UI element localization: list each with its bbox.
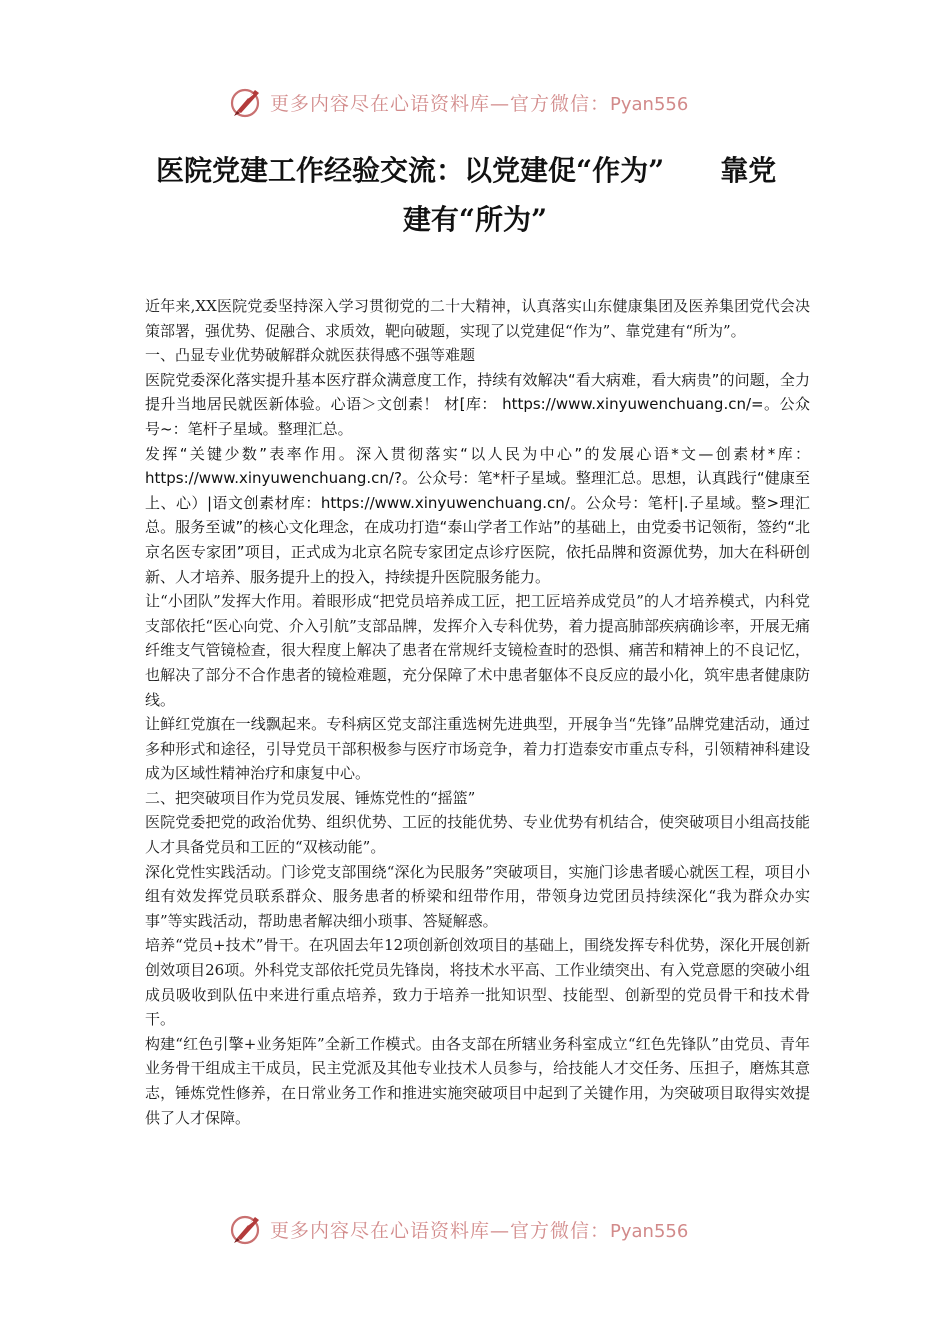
title-line-2: 建有“所为”: [402, 203, 548, 236]
banner-wechat-id: Pyan556: [610, 1220, 689, 1242]
banner-wechat-id: Pyan556: [610, 93, 689, 115]
paragraph: 构建“红色引擎+业务矩阵”全新工作模式。由各支部在所辖业务科室成立“红色先锋队”由党员、青年业务骨干组成主干成员，民主党派及其他专业技术人员参与，给技能人才交任务、压担子，磨炼其意志，锤炼党性修养，在日常业务工作和推进实施突破项目中起到了关键作用，为突破项目取得实效提供了人才保障。: [145, 1034, 810, 1127]
section-heading-2: 二、把突破项目作为党员发展、锤炼党性的“摇篮”: [145, 788, 476, 807]
banner-slogan: 更多内容尽在心语资料库—官方微信：: [270, 92, 611, 115]
header-banner: [228, 82, 728, 122]
title-line-1: 医院党建工作经验交流：以党建促“作为” 靠党: [156, 154, 777, 187]
footer-banner: [228, 1209, 728, 1249]
paragraph: 让“小团队”发挥大作用。着眼形成“把党员培养成工匠，把工匠培养成党员”的人才培养模式，内科党支部依托“医心向党、介入引航”支部品牌，发挥介入专科优势，着力提高肺部疾病确诊率，开展无痛纤维支气管镜检查，很大程度上解决了患者在常规纤支镜检查时的恐惧、痛苦和精神上的不良记忆，也解决了部分不合作患者的镜检难题，充分保障了术中患者躯体不良反应的最小化，筑牢患者健康防线。: [145, 592, 810, 709]
paragraph-intro: 近年来,XX医院党委坚持深入学习贯彻党的二十大精神，认真落实山东健康集团及医养集团党代会决策部署，强优势、促融合、求质效，靶向破题，实现了以党建促“作为”、靠党建有“所为”。: [145, 297, 810, 340]
paragraph: 深化党性实践活动。门诊党支部围绕“深化为民服务”突破项目，实施门诊患者暖心就医工程，项目小组有效发挥党员联系群众、服务患者的桥梁和纽带作用，带领身边党团员持续深化“我为群众办实事”等实践活动，帮助患者解决细小琐事、答疑解惑。: [145, 862, 810, 930]
paragraph: 医院党委深化落实提升基本医疗群众满意度工作，持续有效解决“看大病难，看大病贵”的问题，全力提升当地居民就医新体验。心语＞文创素！ 材[库： https://www.xinyuwenchuang.cn/=。公众号~：笔杆子星域。整理汇总。: [145, 370, 810, 438]
quill-pen-logo-icon: [228, 84, 264, 120]
document-body: [145, 294, 810, 1130]
document-title: [150, 146, 800, 244]
banner-text: [270, 89, 688, 116]
section-heading-1: 一、凸显专业优势破解群众就医获得感不强等难题: [145, 346, 476, 365]
quill-pen-logo-icon: [228, 1211, 264, 1247]
paragraph: 培养“党员+技术”骨干。在巩固去年12项创新创效项目的基础上，围绕发挥专科优势，深化开展创新创效项目26项。外科党支部依托党员先锋岗，将技术水平高、工作业绩突出、有入党意愿的突破小组成员吸收到队伍中来进行重点培养，致力于培养一批知识型、技能型、创新型的党员骨干和技术骨干。: [145, 936, 810, 1029]
paragraph: 发挥“关键少数”表率作用。深入贯彻落实“以人民为中心”的发展心语*文—创素材*库：https://www.xinyuwenchuang.cn/?。公众号：笔*杆子星域。整理汇总。思想，认真践行“健康至上、心）|语文创素材库：https://www.xinyuwenchuang.cn/。公众号：笔杆|.子星域。整>理汇总。服务至诚”的核心文化理念，在成功打造“泰山学者工作站”的基础上，由党委书记领衔，签约“北京名医专家团”项目，正式成为北京名院专家团定点诊疗医院，依托品牌和资源优势，加大在科研创新、人才培养、服务提升上的投入，持续提升医院服务能力。: [145, 444, 810, 586]
banner-slogan: 更多内容尽在心语资料库—官方微信：: [270, 1219, 611, 1242]
paragraph: 让鲜红党旗在一线飘起来。专科病区党支部注重选树先进典型，开展争当“先锋”品牌党建活动，通过多种形式和途径，引导党员干部积极参与医疗市场竞争，着力打造泰安市重点专科，引领精神科建设成为区域性精神治疗和康复中心。: [145, 715, 810, 783]
paragraph: 医院党委把党的政治优势、组织优势、工匠的技能优势、专业优势有机结合，使突破项目小组高技能人才具备党员和工匠的“双核动能”。: [145, 813, 810, 857]
banner-text: [270, 1216, 688, 1243]
